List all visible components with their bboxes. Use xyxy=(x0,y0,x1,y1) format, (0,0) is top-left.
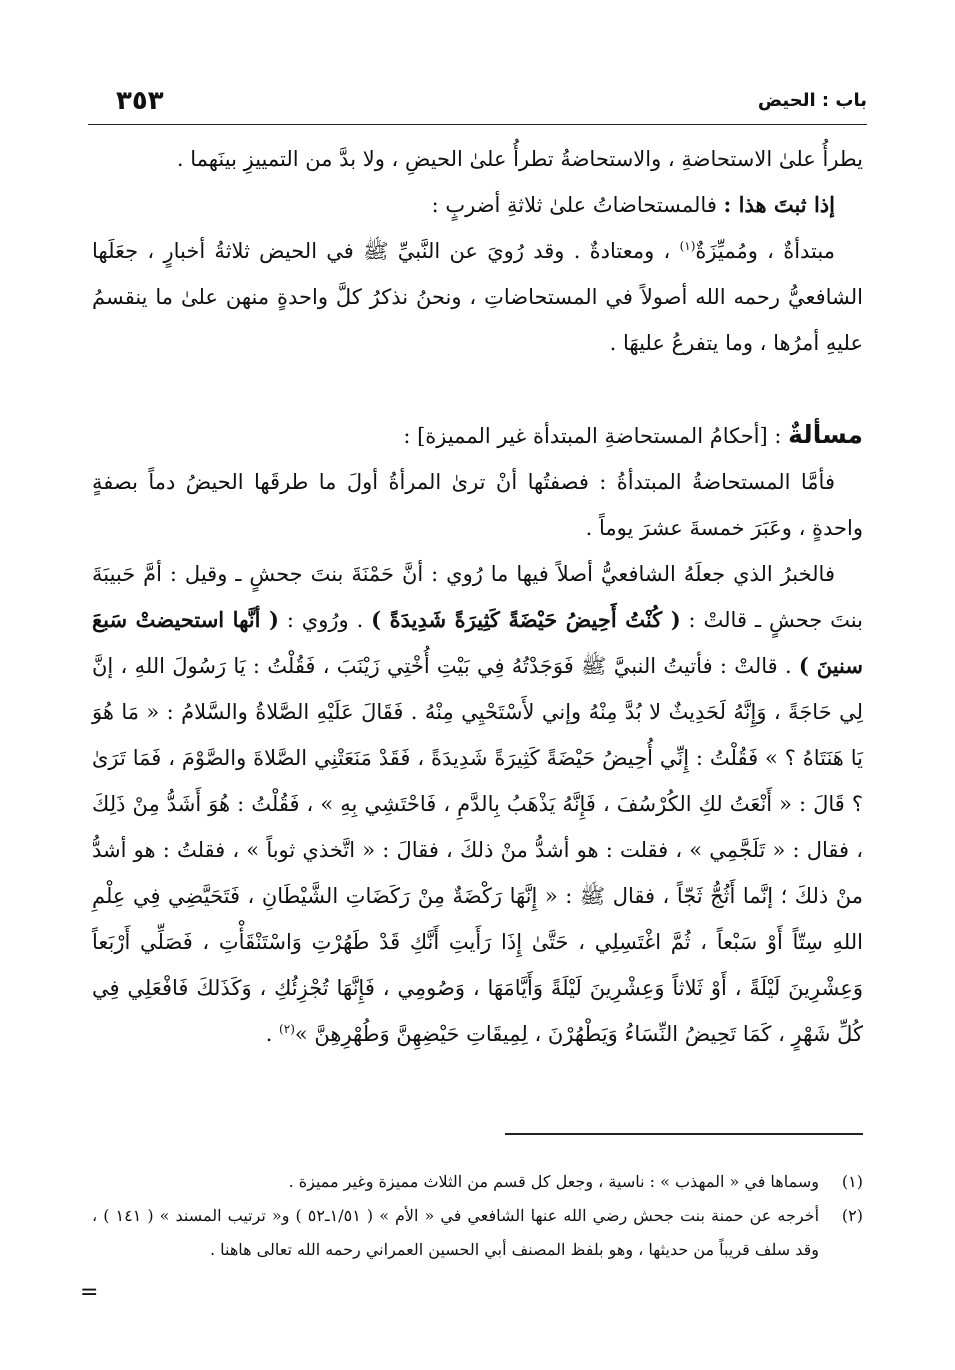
paragraph-3-text-a: مبتدأةٌ ، ومُميِّزَةٌ xyxy=(695,239,835,263)
masala-word: مسألةٌ xyxy=(788,420,863,449)
paragraph-5-text-a: فالخبرُ الذي جعلَهُ الشافعيُّ أصلاً فيها ما رُوي : أنَّ حَمْنَةَ بنتَ جحشٍ ـ وقيل : أمَّ حَبيبَةَ بنتَ جحشٍ ـ قالتْ : xyxy=(92,562,863,632)
section-gap xyxy=(92,366,863,412)
page-number: ٣٥٣ xyxy=(116,86,164,116)
paragraph-3 xyxy=(92,228,863,366)
paragraph-1: يطرأُ علىٰ الاستحاضةِ ، والاستحاضةُ تطرأُ علىٰ الحيضِ ، ولا بدَّ من التمييزِ بينَهما . xyxy=(176,147,863,171)
footnote-number: (١) xyxy=(841,1172,863,1191)
footnote-2 xyxy=(92,1199,863,1267)
masala-heading xyxy=(92,412,863,459)
footnote-1 xyxy=(92,1165,863,1199)
paragraph-5 xyxy=(92,551,863,1057)
header-rule xyxy=(88,124,867,125)
masala-title: : [أحكامُ المستحاضةِ المبتدأة غير المميزة] : xyxy=(403,424,789,448)
footnote-text: أخرجه عن حمنة بنت جحش رضي الله عنها الشافعي في « الأم » ( ١/٥١ـ٥٢ ) و« ترتيب المسند » ( ١٤١ ) ، وقد سلف قريباً من حديثها ، وهو بلفظ المصنف أبي الحسين العمراني رحمه الله تعالى هاهنا . xyxy=(92,1206,820,1259)
footnote-number: (٢) xyxy=(841,1206,863,1225)
section-title: باب : الحيض xyxy=(757,90,867,111)
paragraph-5-end: . xyxy=(265,1022,280,1046)
paragraph-4: فأمَّا المستحاضةُ المبتدأةُ : فصفتُها أنْ ترىٰ المرأةُ أولَ ما طرقَها الحيضُ دماً بصفةٍ واحدةٍ ، وعَبَرَ خمسةَ عشرَ يوماً . xyxy=(92,470,863,540)
paragraph-2-text: فالمستحاضاتُ علىٰ ثلاثةِ أضربٍ : xyxy=(431,193,724,217)
main-text xyxy=(92,136,863,1057)
footnote-rule xyxy=(505,1133,863,1135)
footnotes xyxy=(92,1165,863,1267)
footnote-ref-2[interactable]: (٢) xyxy=(279,1022,295,1036)
paragraph-2 xyxy=(92,182,863,228)
footnote-ref-1[interactable]: (١) xyxy=(679,239,696,253)
paragraph-5-text-c: . قالتْ : فأتيتُ النبيَّ ﷺ فَوَجَدْتُهُ فِي بَيْتِ أُخْتِي زَيْنَبَ ، فَقُلْتُ : يَا رَسُولَ اللهِ ، إنَّ لِي حَاجَةً ، وَإِنَّهُ لَحَدِيثٌ لا بُدَّ مِنْهُ وإني لأَسْتَحْيِي مِنْهُ . فَقَالَ عَلَيْهِ الصَّلاةُ والسَّلامُ : « مَا هُوَ يَا هَنَتَاهُ ؟ » فَقُلْتُ : إِنِّي أُحِيضُ حَيْضَةً كَثِيرَةً شَدِيدَةً ، فَقَدْ مَنَعَتْنِي الصَّلاةَ والصَّوْمَ ، فَمَا تَرَىٰ ؟ قَالَ : « أَنْعَتُ لكِ الكُرْسُفَ ، فَإِنَّهُ يَذْهَبُ بِالدَّمِ ، فَاحْتَشِي بِهِ » ، فَقُلْتُ : هُوَ أَشَدُّ مِنْ ذَلِكَ ، فقال : « تَلَجَّمِي » ، فقلت : هو أشدُّ منْ ذلكَ ، فقالَ : « اتَّخذي ثوباً » ، فقلتُ : هو أشدُّ منْ ذلكَ ؛ إنَّما أَثُجُّ ثَجّاً ، فقال ﷺ : « إِنَّهَا رَكْضَةٌ مِنْ رَكَضَاتِ الشَّيْطَانِ ، فَتَحَيَّضِي فِي عِلْمِ اللهِ سِتّاً أَوْ سَبْعاً ، ثُمَّ اغْتَسِلِي ، حَتَّىٰ إِذَا رَأَيتِ أَنَّكِ قَدْ طَهُرْتِ وَاسْتَنْقَأْتِ ، فَصَلِّي أَرْبَعاً وَعِشْرِينَ لَيْلَةً ، أَوْ ثَلاثاً وَعِشْرِينَ لَيْلَةً وَأَيَّامَهَا ، وَصُومِي ، فَإِنَّهَا تُجْزِئُكِ ، وَكَذَلكَ فَافْعَلِي فِي كُلِّ شَهْرٍ ، كَمَا تَحِيضُ النِّسَاءُ وَيَطْهُرْنَ ، لِمِيقَاتِ حَيْضِهِنَّ وَطُهْرِهِنَّ » xyxy=(92,654,863,1046)
footnote-text: وسماها في « المهذب » : ناسية ، وجعل كل قسم من الثلاث مميزة وغير مميزة . xyxy=(288,1172,819,1191)
margin-mark: = xyxy=(80,1280,99,1305)
paragraph-2-lead: إذا ثبتَ هذا : xyxy=(723,192,835,217)
hadith-quote-1: ( كُنْتُ أَحِيضُ حَيْضَةً كَثِيرَةً شَدِيدَةً ) xyxy=(371,607,681,632)
hadith-quote-2: ( أنَّها استحيضتْ سَبعَ سنينَ ) xyxy=(92,607,863,678)
paragraph-5-text-b: . ورُوي : xyxy=(278,608,372,632)
running-header xyxy=(88,86,867,122)
paragraph-3-text-b: ، ومعتادةٌ . وقد رُويَ عن النَّبيِّ ﷺ في الحيض ثلاثةُ أخبارٍ ، جعَلَها الشافعيُّ رحمه الله أصولاً في المستحاضاتِ ، ونحنُ نذكرُ كلَّ واحدةٍ منهن علىٰ ما ينقسمُ عليهِ أمرُها ، وما يتفرعُ عليهَا . xyxy=(92,239,863,355)
